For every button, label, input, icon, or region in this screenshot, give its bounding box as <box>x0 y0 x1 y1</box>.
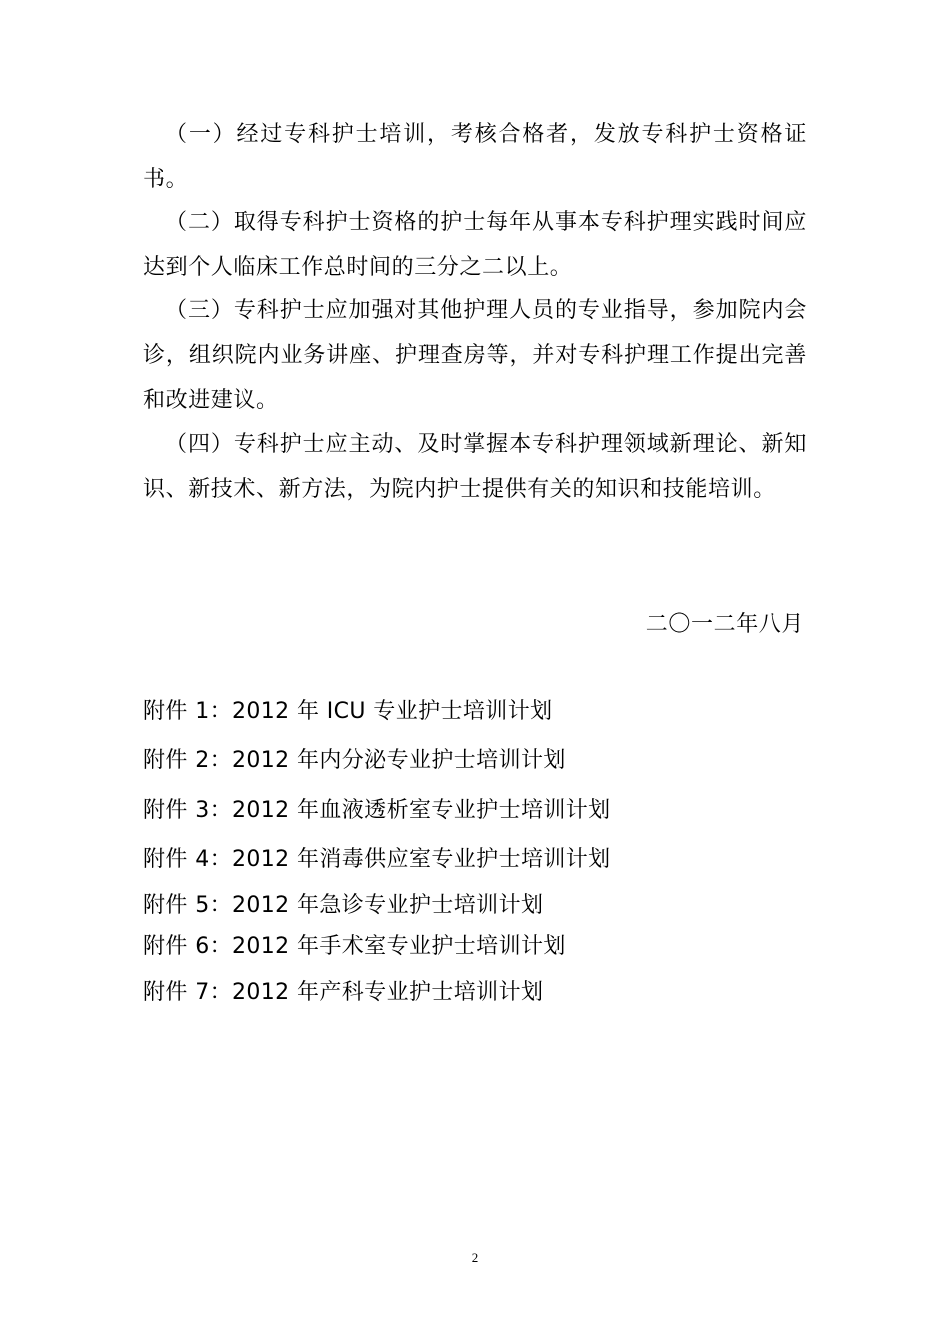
attachment-item-7: 附件 7：2012 年产科专业护士培训计划 <box>143 980 544 1005</box>
attachment-item-5: 附件 5：2012 年急诊专业护士培训计划 <box>143 893 544 918</box>
attachment-item-2: 附件 2：2012 年内分泌专业护士培训计划 <box>143 748 566 773</box>
attachment-item-1: 附件 1：2012 年 ICU 专业护士培训计划 <box>143 699 553 724</box>
paragraph-2: （二）取得专科护士资格的护士每年从事本专科护理实践时间应达到个人临床工作总时间的三分之二以上。 <box>143 210 807 280</box>
page-number: 2 <box>471 1250 479 1265</box>
paragraph-4: （四）专科护士应主动、及时掌握本专科护理领域新理论、新知识、新技术、新方法，为院内护士提供有关的知识和技能培训。 <box>143 432 807 502</box>
document-date: 二〇一二年八月 <box>645 612 804 637</box>
attachment-item-3: 附件 3：2012 年血液透析室专业护士培训计划 <box>143 798 611 823</box>
paragraph-3: （三）专科护士应加强对其他护理人员的专业指导，参加院内会诊，组织院内业务讲座、护理查房等，并对专科护理工作提出完善和改进建议。 <box>143 298 807 413</box>
attachment-item-6: 附件 6：2012 年手术室专业护士培训计划 <box>143 934 566 959</box>
attachment-item-4: 附件 4：2012 年消毒供应室专业护士培训计划 <box>143 847 611 872</box>
paragraph-1: （一）经过专科护士培训，考核合格者，发放专科护士资格证书。 <box>143 122 807 192</box>
